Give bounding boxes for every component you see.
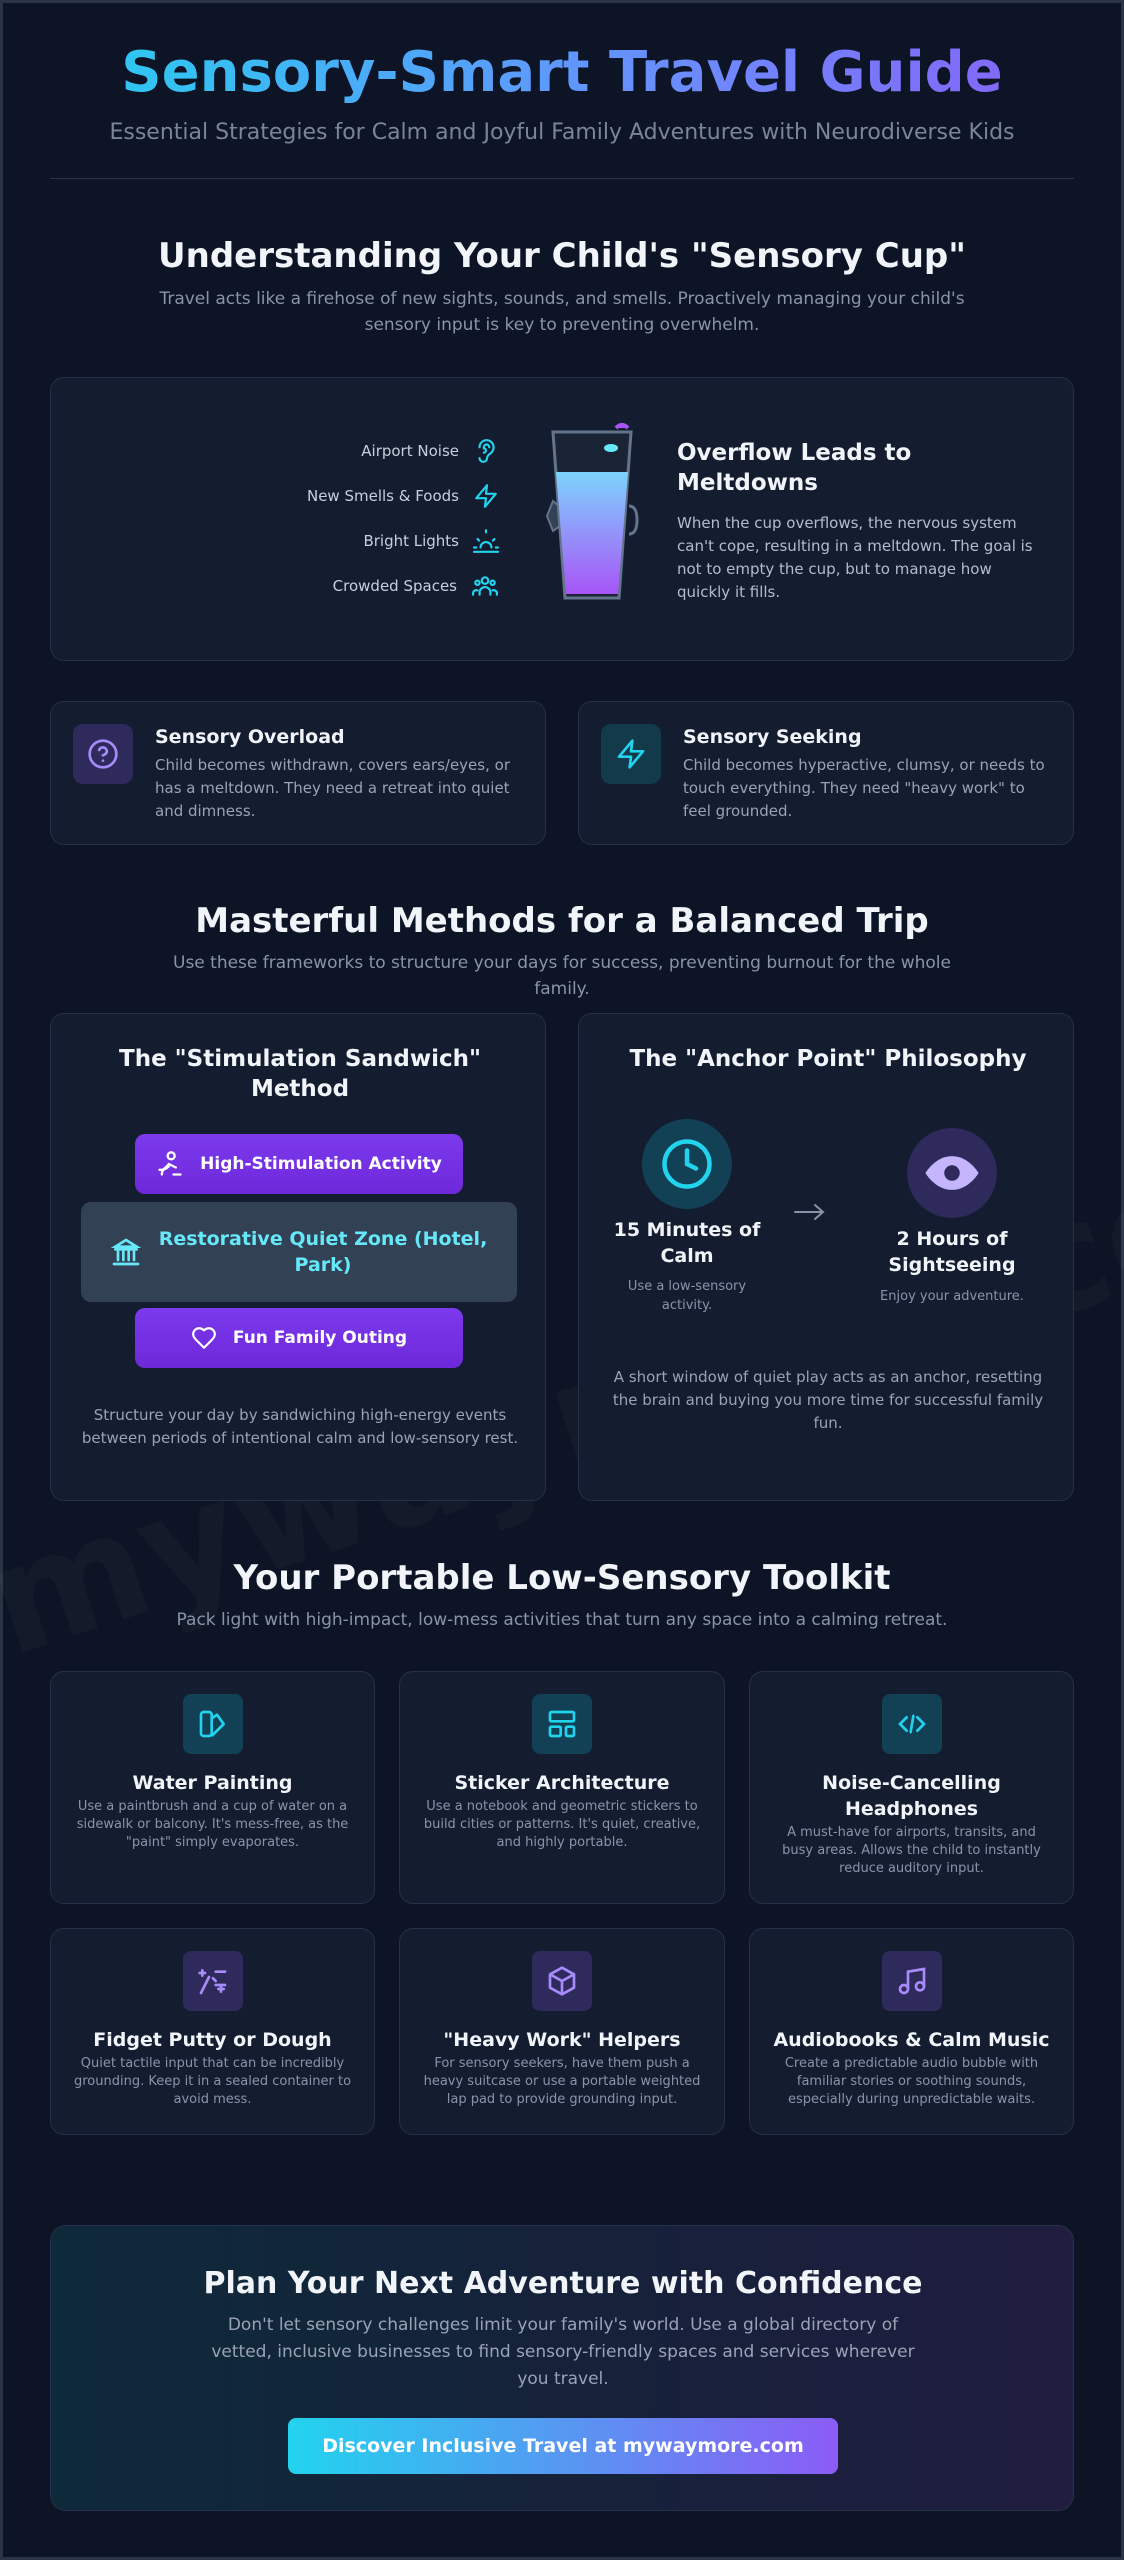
tool-card-sticker-architecture <box>399 1671 725 1904</box>
sensory-cup-graphic <box>491 406 641 626</box>
anchor-right-title: 2 Hours of Sightseeing <box>888 1228 1016 1276</box>
sensory-cup-card <box>50 377 1074 661</box>
sandwich-bottom-layer <box>135 1308 463 1368</box>
tool-text: A must-have for airports, transits, and busy areas. Allows the child to instantly reduce auditory input. <box>782 1825 1041 1876</box>
profile-text: Child becomes hyperactive, clumsy, or needs to touch everything. They need "heavy work" to feel grounded. <box>683 756 1045 820</box>
toolkit-subtitle: Pack light with high-impact, low-mess activities that turn any space into a calming retreat. <box>176 1610 948 1630</box>
discover-travel-button[interactable]: Discover Inclusive Travel at mywaymore.com <box>288 2418 838 2474</box>
input-airport-noise <box>361 438 499 464</box>
sandwich-footer: Structure your day by sandwiching high-energy events between periods of intentional calm and low-sensory rest. <box>81 1406 519 1447</box>
tool-card-fidget-putty <box>50 1928 375 2135</box>
heart-icon <box>191 1325 217 1351</box>
cta-title: Plan Your Next Adventure with Confidence <box>203 2266 923 2301</box>
toolkit-title: Your Portable Low-Sensory Toolkit <box>233 1558 891 1598</box>
sandwich-middle-layer <box>81 1202 517 1302</box>
input-label: Crowded Spaces <box>332 577 457 595</box>
cube-icon <box>532 1951 592 2011</box>
input-label: Airport Noise <box>361 442 459 460</box>
profile-card-overload <box>50 701 546 845</box>
tool-text: Create a predictable audio bubble with familiar stories or soothing sounds, especially during unpredictable waits. <box>784 2056 1039 2107</box>
eye-icon <box>907 1128 997 1218</box>
arrow-right-icon <box>793 1200 827 1224</box>
methods-title: Masterful Methods for a Balanced Trip <box>195 901 929 941</box>
clock-icon <box>642 1119 732 1209</box>
tool-card-headphones <box>749 1671 1074 1904</box>
cta-panel <box>50 2225 1074 2511</box>
input-label: New Smells & Foods <box>306 487 459 505</box>
input-bright-lights <box>363 528 499 554</box>
input-smells-foods <box>307 483 499 509</box>
divider <box>50 178 1074 179</box>
profile-card-seeking <box>578 701 1074 845</box>
swatch-icon <box>183 1694 243 1754</box>
sandwich-card <box>50 1013 546 1501</box>
building-icon <box>110 1236 142 1268</box>
tool-title: Fidget Putty or Dough <box>93 2029 332 2051</box>
person-icon <box>156 1150 184 1178</box>
anchor-title: The "Anchor Point" Philosophy <box>629 1046 1027 1072</box>
input-crowded-spaces <box>333 573 499 599</box>
cta-text: Don't let sensory challenges limit your family's world. Use a global directory of vetted, inclusive businesses to find sensory-friendly spaces and services wherever you travel. <box>211 2315 915 2389</box>
page-subtitle: Essential Strategies for Calm and Joyful Family Adventures with Neurodiverse Kids <box>109 120 1015 145</box>
anchor-left-title: 15 Minutes of Calm <box>613 1219 761 1267</box>
profile-title: Sensory Seeking <box>683 726 862 748</box>
tool-title: Noise-Cancelling Headphones <box>822 1772 1001 1820</box>
tool-title: Water Painting <box>132 1772 293 1794</box>
overflow-text: When the cup overflows, the nervous system can't cope, resulting in a meltdown. The goal is not to empty the cup, but to manage how quickly it fills. <box>677 514 1033 601</box>
profile-title: Sensory Overload <box>155 726 345 748</box>
code-icon <box>882 1694 942 1754</box>
sensory-cup-subtitle: Travel acts like a firehose of new sights, sounds, and smells. Proactively managing your child's sensory input is key to preventing overwhelm. <box>159 289 965 335</box>
anchor-left-subtitle: Use a low-sensory activity. <box>627 1279 747 1313</box>
methods-subtitle: Use these frameworks to structure your days for success, preventing burnout for the whole family. <box>173 953 951 999</box>
bolt-icon <box>601 724 661 784</box>
tool-text: For sensory seekers, have them push a heavy suitcase or use a portable weighted lap pad to provide grounding input. <box>423 2056 701 2107</box>
sensory-cup-title: Understanding Your Child's "Sensory Cup" <box>158 236 966 276</box>
layout-icon <box>532 1694 592 1754</box>
sparkle-icon <box>183 1951 243 2011</box>
question-icon <box>73 724 133 784</box>
input-label: Bright Lights <box>363 532 459 550</box>
tool-card-audiobooks <box>749 1928 1074 2135</box>
tool-card-heavy-work <box>399 1928 725 2135</box>
sandwich-bottom-label: Fun Family Outing <box>232 1328 408 1348</box>
anchor-footer: A short window of quiet play acts as an anchor, resetting the brain and buying you more time for successful family fun. <box>612 1368 1044 1432</box>
tool-title: Sticker Architecture <box>454 1772 670 1794</box>
sandwich-top-layer <box>135 1134 463 1194</box>
tool-text: Use a notebook and geometric stickers to build cities or patterns. It's quiet, creative, and highly portable. <box>423 1799 701 1850</box>
page-title: Sensory-Smart Travel Guide <box>0 40 1124 105</box>
music-icon <box>882 1951 942 2011</box>
profile-text: Child becomes withdrawn, covers ears/eyes, or has a meltdown. They need a retreat into quiet and dimness. <box>155 756 510 820</box>
sandwich-middle-label: Restorative Quiet Zone (Hotel, Park) <box>158 1228 488 1276</box>
tool-text: Quiet tactile input that can be incredibly grounding. Keep it in a sealed container to avoid mess. <box>73 2056 352 2107</box>
sandwich-top-label: High-Stimulation Activity <box>200 1154 442 1174</box>
sandwich-title: The "Stimulation Sandwich" Method <box>119 1046 481 1102</box>
anchor-card <box>578 1013 1074 1501</box>
tool-text: Use a paintbrush and a cup of water on a sidewalk or balcony. It's mess-free, as the "paint" simply evaporates. <box>76 1799 349 1850</box>
overflow-title: Overflow Leads to Meltdowns <box>677 440 912 496</box>
tool-card-water-painting <box>50 1671 375 1904</box>
tool-title: Audiobooks & Calm Music <box>773 2029 1050 2051</box>
anchor-right-subtitle: Enjoy your adventure. <box>880 1289 1024 1304</box>
tool-title: "Heavy Work" Helpers <box>443 2029 681 2051</box>
